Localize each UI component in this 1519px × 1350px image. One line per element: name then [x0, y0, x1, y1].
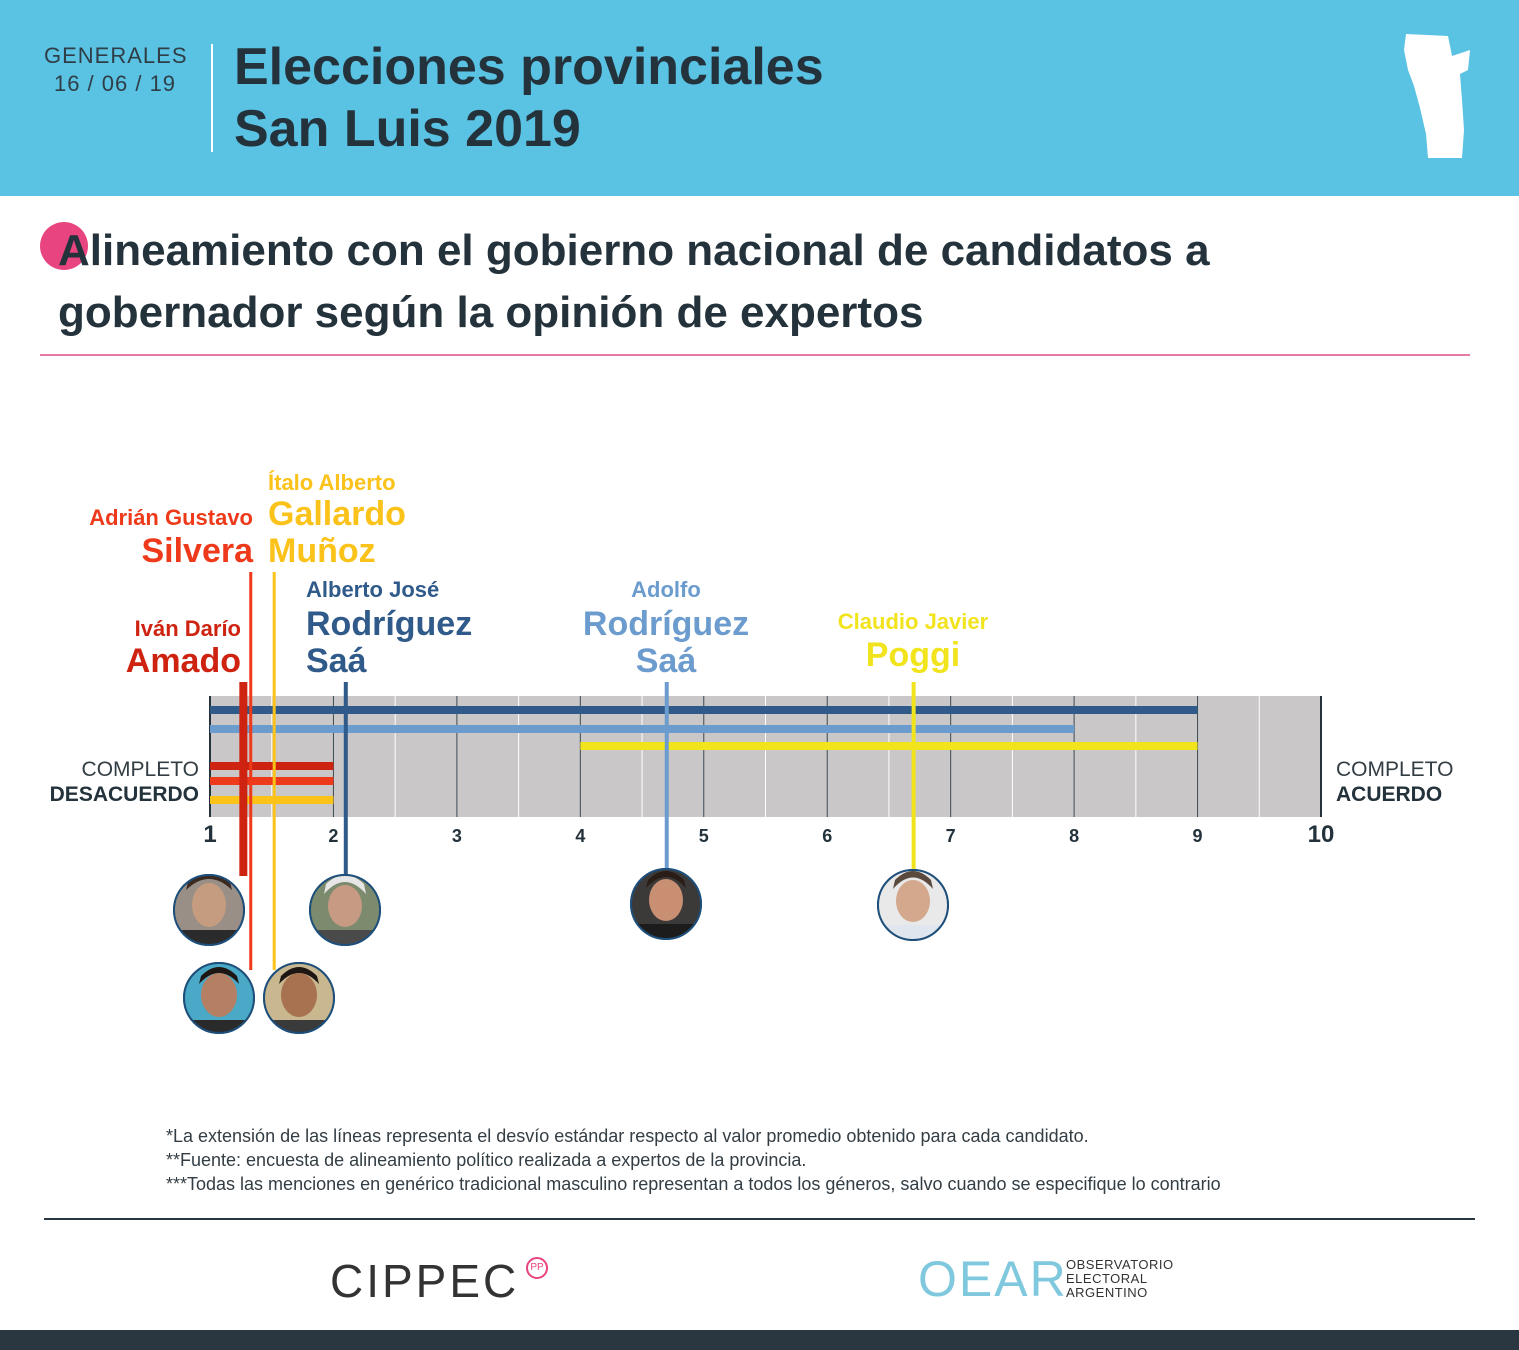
range-bar-alberto-jose-rodriguez-saa: [210, 706, 1198, 714]
page-title-line2: San Luis 2019: [234, 100, 581, 158]
footnote-3: ***Todas las menciones en genérico tradicional masculino representan a todos los géneros, salvo cuando se especifique lo contrario: [166, 1174, 1221, 1194]
x-tick-label: 10: [1307, 821, 1335, 848]
range-bar-adolfo-rodriguez-saa: [210, 725, 1074, 733]
mean-stem-italo-alberto-gallardo-munoz: [273, 572, 276, 970]
candidate-last-name-adrian-gustavo-silvera: Silvera: [141, 532, 253, 570]
x-tick-label: 5: [698, 826, 709, 846]
chart-subtitle-line2: gobernador según la opinión de expertos: [58, 288, 924, 337]
election-date: 16 / 06 / 19: [53, 71, 177, 96]
footnote-2: **Fuente: encuesta de alineamiento político realizada a expertos de la provincia.: [166, 1150, 807, 1170]
range-bar-adrian-gustavo-silvera: [210, 777, 333, 785]
x-tick-label: 6: [822, 826, 833, 846]
footer-rule: [44, 1218, 1475, 1220]
oear-logo-subtitle: [1066, 1258, 1174, 1300]
x-tick-label: 2: [328, 826, 339, 846]
candidate-last-name-adolfo-rodriguez-saa: [583, 605, 749, 680]
candidate-photo-silvera: [180, 958, 260, 1040]
candidate-first-name-italo-alberto-gallardo-munoz: Ítalo Alberto: [268, 470, 396, 495]
mean-stem-adrian-gustavo-silvera: [249, 572, 252, 970]
candidate-last-name-part: Saá: [635, 642, 697, 680]
x-tick-label: 4: [575, 826, 586, 846]
mean-stem-claudio-javier-poggi: [912, 682, 916, 870]
cippec-mark-icon: PP: [526, 1257, 548, 1279]
chart-subtitle-line1: Alineamiento con el gobierno nacional de candidatos a: [58, 226, 1210, 275]
left-end-label-line1: COMPLETO: [81, 758, 199, 781]
range-bar-ivan-dario-amado: [210, 762, 333, 770]
candidate-first-name-adolfo-rodriguez-saa: Adolfo: [631, 577, 701, 602]
candidate-last-name-italo-alberto-gallardo-munoz: [268, 495, 406, 570]
candidate-labels: [89, 470, 988, 680]
candidate-first-name-claudio-javier-poggi: Claudio Javier: [837, 609, 989, 634]
range-bar-claudio-javier-poggi: [580, 742, 1197, 750]
candidate-photo-poggi: [874, 865, 954, 945]
candidate-last-name-part: Rodríguez: [306, 605, 473, 643]
mean-stem-alberto-jose-rodriguez-saa: [344, 682, 348, 876]
x-tick-label: 8: [1069, 826, 1080, 846]
candidate-photo-adolfo-rodriguez-saa: [627, 864, 707, 944]
candidate-last-name-claudio-javier-poggi: Poggi: [865, 636, 961, 674]
footnotes: [166, 1124, 1221, 1196]
left-end-label-line2: DESACUERDO: [49, 783, 199, 806]
candidate-last-name-part: Saá: [306, 642, 367, 680]
candidate-last-name-ivan-dario-amado: Amado: [125, 642, 241, 680]
candidate-last-name-part: Gallardo: [268, 495, 406, 533]
x-axis-ticks: [203, 821, 1334, 848]
mean-stem-ivan-dario-amado: [239, 682, 247, 876]
candidate-last-name-alberto-jose-rodriguez-saa: [306, 605, 472, 680]
x-tick-label: 7: [945, 826, 956, 846]
x-tick-label: 1: [203, 821, 217, 848]
oear-logo: OEAR: [918, 1251, 1068, 1307]
range-bar-italo-alberto-gallardo-munoz: [210, 796, 333, 804]
candidate-photo-amado: [170, 870, 250, 950]
election-type-label: GENERALES: [44, 43, 188, 68]
page-title-line1: Elecciones provinciales: [234, 38, 824, 96]
footnote-1: *La extensión de las líneas representa el desvío estándar respecto al valor promedio obtenido para cada candidato.: [166, 1126, 1089, 1146]
candidate-last-name-part: Muñoz: [268, 532, 376, 570]
bottom-bar: [0, 1330, 1519, 1350]
oear-sub-line1: OBSERVATORIO: [1066, 1257, 1174, 1272]
candidate-first-name-adrian-gustavo-silvera: Adrián Gustavo: [89, 505, 253, 530]
candidate-photo-gallardo-munoz: [260, 958, 340, 1040]
mean-stem-adolfo-rodriguez-saa: [665, 682, 669, 870]
candidate-last-name-part: Rodríguez: [582, 605, 750, 643]
x-tick-label: 9: [1192, 826, 1203, 846]
candidate-photo-alberto-rodriguez-saa: [306, 870, 386, 950]
oear-sub-line2: ELECTORAL: [1066, 1271, 1148, 1286]
cippec-logo: CIPPEC: [330, 1255, 520, 1307]
x-tick-label: 3: [451, 826, 462, 846]
right-end-label-line1: COMPLETO: [1336, 758, 1454, 781]
candidate-first-name-ivan-dario-amado: Iván Darío: [134, 616, 241, 641]
oear-sub-line3: ARGENTINO: [1066, 1285, 1148, 1300]
right-end-label-line2: ACUERDO: [1336, 783, 1443, 806]
candidate-first-name-alberto-jose-rodriguez-saa: Alberto José: [306, 577, 440, 602]
